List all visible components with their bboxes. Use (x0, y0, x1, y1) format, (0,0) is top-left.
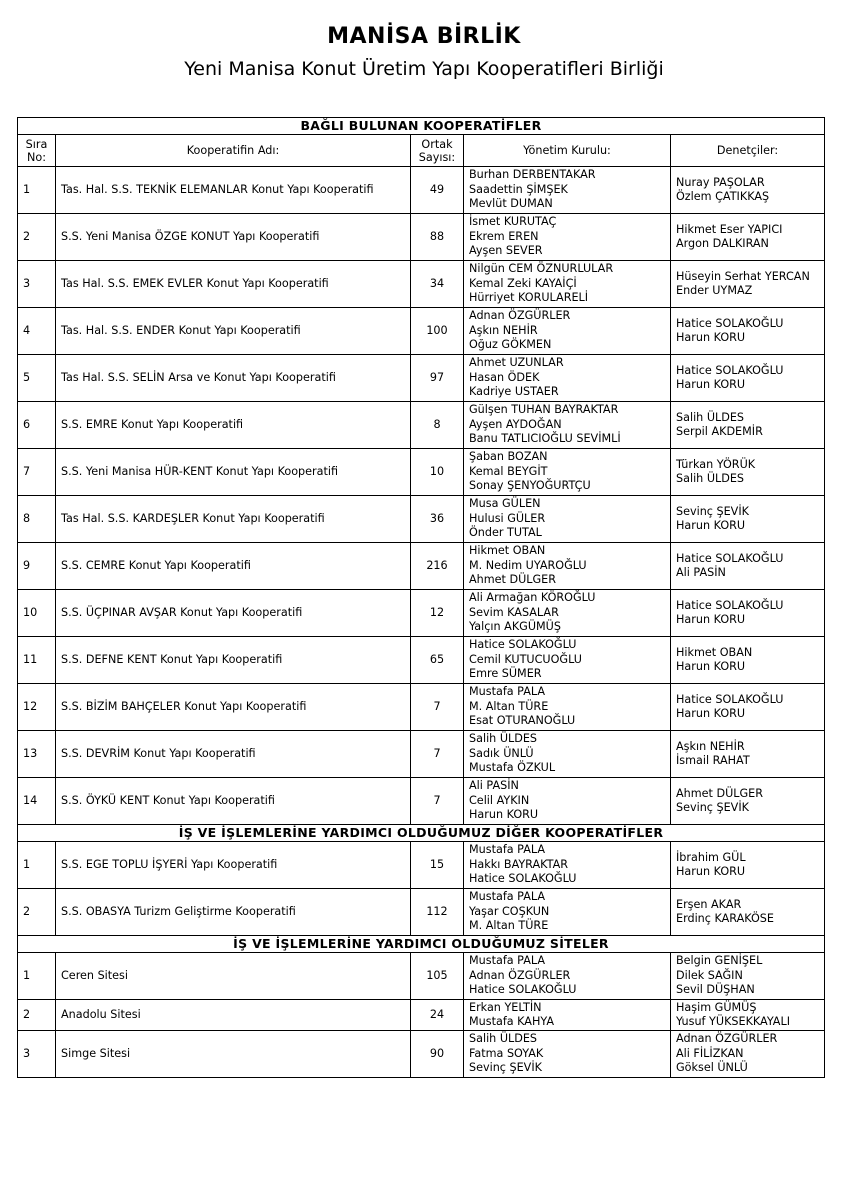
board-members (464, 308, 671, 355)
table-row (18, 778, 825, 825)
cooperative-name: Tas Hal. S.S. SELİN Arsa ve Konut Yapı Kooperatifi (56, 355, 411, 402)
row-number: 2 (18, 889, 56, 936)
column-header-yonetim: Yönetim Kurulu: (464, 135, 671, 167)
board-members-line: İsmet KURUTAÇ (469, 215, 557, 229)
board-members-line: Oğuz GÖKMEN (469, 338, 552, 352)
auditors (671, 496, 825, 543)
cooperative-name: S.S. ÜÇPINAR AVŞAR Konut Yapı Kooperatifi (56, 590, 411, 637)
board-members-line: Sadık ÜNLÜ (469, 746, 534, 760)
board-members (464, 261, 671, 308)
board-members-line: Hulusi GÜLER (469, 511, 546, 525)
cooperative-name: S.S. OBASYA Turizm Geliştirme Kooperatifi (56, 889, 411, 936)
auditors (671, 731, 825, 778)
member-count: 65 (411, 637, 464, 684)
auditors-line: Ender UYMAZ (676, 284, 753, 297)
board-members-line: Ayşen AYDOĞAN (469, 417, 562, 431)
column-header-name: Kooperatifin Adı: (56, 135, 411, 167)
member-count: 8 (411, 402, 464, 449)
board-members (464, 889, 671, 936)
table-row (18, 637, 825, 684)
table-row (18, 449, 825, 496)
member-count: 90 (411, 1031, 464, 1078)
board-members-line: Sevinç ŞEVİK (469, 1061, 542, 1075)
auditors-line: Hüseyin Serhat YERCAN (676, 269, 810, 283)
board-members-line: Mustafa PALA (469, 685, 545, 699)
member-count: 112 (411, 889, 464, 936)
member-count: 49 (411, 167, 464, 214)
auditors (671, 355, 825, 402)
row-number: 2 (18, 214, 56, 261)
table-row (18, 402, 825, 449)
board-members-line: Nilgün CEM ÖZNURLULAR (469, 262, 614, 276)
row-number: 9 (18, 543, 56, 590)
board-members-line: Esat OTURANOĞLU (469, 714, 576, 728)
member-count: 97 (411, 355, 464, 402)
column-header-ortak-line2: Sayısı: (418, 150, 456, 164)
column-header-sira-line1: Sıra (25, 137, 48, 151)
board-members-line: Salih ÜLDES (469, 732, 538, 746)
auditors (671, 953, 825, 1000)
board-members-line: Hatice SOLAKOĞLU (469, 983, 577, 997)
auditors-line: Yusuf YÜKSEKKAYALI (676, 1015, 790, 1028)
cooperative-name: S.S. DEFNE KENT Konut Yapı Kooperatifi (56, 637, 411, 684)
table-row (18, 684, 825, 731)
column-header-ortak (411, 135, 464, 167)
table-row (18, 731, 825, 778)
board-members-line: Mustafa PALA (469, 890, 545, 904)
auditors (671, 778, 825, 825)
board-members (464, 449, 671, 496)
board-members-line: Hasan ÖDEK (469, 370, 540, 384)
auditors-line: Hatice SOLAKOĞLU (676, 551, 784, 565)
board-members-line: Ahmet UZUNLAR (469, 356, 564, 370)
board-members (464, 731, 671, 778)
auditors (671, 842, 825, 889)
board-members-line: Musa GÜLEN (469, 497, 541, 511)
member-count: 10 (411, 449, 464, 496)
row-number: 1 (18, 842, 56, 889)
cooperative-name: Simge Sitesi (56, 1031, 411, 1078)
board-members-line: Mevlüt DUMAN (469, 197, 553, 211)
auditors-line: Dilek SAĞIN (676, 968, 743, 982)
column-header-sira (18, 135, 56, 167)
row-number: 1 (18, 167, 56, 214)
board-members-line: Salih ÜLDES (469, 1032, 538, 1046)
board-members-line: Banu TATLICIOĞLU SEVİMLİ (469, 432, 621, 446)
row-number: 4 (18, 308, 56, 355)
cooperative-name: Anadolu Sitesi (56, 1000, 411, 1031)
board-members-line: M. Altan TÜRE (469, 699, 549, 713)
cooperative-name: S.S. BİZİM BAHÇELER Konut Yapı Kooperatifi (56, 684, 411, 731)
auditors-line: Ahmet DÜLGER (676, 786, 764, 800)
cooperative-name: Tas Hal. S.S. KARDEŞLER Konut Yapı Kooperatifi (56, 496, 411, 543)
board-members-line: Mustafa PALA (469, 843, 545, 857)
table-row (18, 953, 825, 1000)
member-count: 105 (411, 953, 464, 1000)
auditors (671, 1000, 825, 1031)
board-members-line: Önder TUTAL (469, 526, 542, 540)
row-number: 3 (18, 1031, 56, 1078)
auditors-line: Adnan ÖZGÜRLER (676, 1032, 778, 1046)
board-members-line: Saadettin ŞİMŞEK (469, 182, 568, 196)
section-title: İŞ VE İŞLEMLERİNE YARDIMCI OLDUĞUMUZ SİTELER (18, 936, 825, 953)
auditors (671, 308, 825, 355)
row-number: 10 (18, 590, 56, 637)
member-count: 88 (411, 214, 464, 261)
table-row (18, 1000, 825, 1031)
table-row (18, 1031, 825, 1078)
member-count: 24 (411, 1000, 464, 1031)
board-members-line: Aşkın NEHİR (469, 323, 538, 337)
auditors (671, 637, 825, 684)
auditors-line: İsmail RAHAT (676, 754, 750, 767)
board-members (464, 1031, 671, 1078)
page-subtitle: Yeni Manisa Konut Üretim Yapı Kooperatifleri Birliği (184, 58, 664, 80)
board-members (464, 637, 671, 684)
cooperatives-table (17, 117, 825, 1078)
board-members (464, 1000, 671, 1031)
cooperative-name: S.S. ÖYKÜ KENT Konut Yapı Kooperatifi (56, 778, 411, 825)
cooperative-name: Tas. Hal. S.S. ENDER Konut Yapı Kooperatifi (56, 308, 411, 355)
auditors-line: Hatice SOLAKOĞLU (676, 692, 784, 706)
board-members (464, 953, 671, 1000)
auditors-line: Harun KORU (676, 331, 746, 344)
section-header-row (18, 825, 825, 842)
board-members (464, 842, 671, 889)
board-members-line: Adnan ÖZGÜRLER (469, 309, 571, 323)
member-count: 7 (411, 778, 464, 825)
row-number: 6 (18, 402, 56, 449)
row-number: 2 (18, 1000, 56, 1031)
auditors-line: Göksel ÜNLÜ (676, 1061, 748, 1075)
board-members-line: Hatice SOLAKOĞLU (469, 872, 577, 886)
board-members (464, 167, 671, 214)
board-members-line: Burhan DERBENTAKAR (469, 168, 596, 182)
auditors-line: Ali FİLİZKAN (676, 1046, 744, 1060)
table-row (18, 261, 825, 308)
board-members (464, 214, 671, 261)
section-title: İŞ VE İŞLEMLERİNE YARDIMCI OLDUĞUMUZ DİĞER KOOPERATİFLER (18, 825, 825, 842)
board-members-line: Kemal BEYGİT (469, 464, 548, 478)
auditors-line: Türkan YÖRÜK (676, 457, 756, 471)
member-count: 36 (411, 496, 464, 543)
table-row (18, 214, 825, 261)
auditors-line: Hikmet OBAN (676, 645, 753, 659)
board-members-line: Hakkı BAYRAKTAR (469, 857, 569, 871)
auditors (671, 167, 825, 214)
board-members (464, 543, 671, 590)
auditors-line: Özlem ÇATIKKAŞ (676, 190, 770, 203)
board-members-line: Kadriye USTAER (469, 385, 559, 399)
board-members-line: Sonay ŞENYOĞURTÇU (469, 479, 591, 493)
auditors (671, 261, 825, 308)
auditors-line: Harun KORU (676, 613, 746, 626)
member-count: 216 (411, 543, 464, 590)
auditors (671, 402, 825, 449)
auditors-line: Haşim GÜMÜŞ (676, 1000, 757, 1014)
member-count: 100 (411, 308, 464, 355)
cooperative-name: Tas. Hal. S.S. TEKNİK ELEMANLAR Konut Yapı Kooperatifi (56, 167, 411, 214)
board-members-line: Adnan ÖZGÜRLER (469, 968, 571, 982)
table-row (18, 167, 825, 214)
auditors-line: Hatice SOLAKOĞLU (676, 363, 784, 377)
member-count: 7 (411, 731, 464, 778)
auditors-line: Sevil DÜŞHAN (676, 983, 755, 997)
board-members-line: Ekrem EREN (469, 229, 539, 243)
row-number: 1 (18, 953, 56, 1000)
board-members-line: Sevim KASALAR (469, 605, 559, 619)
cooperative-name: Ceren Sitesi (56, 953, 411, 1000)
table-row (18, 355, 825, 402)
auditors-line: Salih ÜLDES (676, 472, 745, 485)
auditors-line: Erdinç KARAKÖSE (676, 912, 774, 925)
auditors-line: Salih ÜLDES (676, 410, 745, 424)
table-row (18, 842, 825, 889)
auditors-line: Nuray PAŞOLAR (676, 175, 765, 189)
auditors-line: Harun KORU (676, 865, 746, 878)
board-members (464, 778, 671, 825)
board-members-line: Ahmet DÜLGER (469, 573, 557, 587)
auditors-line: Aşkın NEHİR (676, 739, 745, 753)
auditors-line: Hatice SOLAKOĞLU (676, 316, 784, 330)
auditors-line: Ali PASİN (676, 566, 726, 579)
row-number: 3 (18, 261, 56, 308)
board-members-line: Ayşen SEVER (469, 244, 543, 258)
board-members-line: Ali Armağan KÖROĞLU (469, 591, 596, 605)
board-members-line: Gülşen TUHAN BAYRAKTAR (469, 403, 619, 417)
cooperative-name: S.S. EGE TOPLU İŞYERİ Yapı Kooperatifi (56, 842, 411, 889)
auditors-line: Hatice SOLAKOĞLU (676, 598, 784, 612)
auditors (671, 449, 825, 496)
row-number: 12 (18, 684, 56, 731)
table-row (18, 590, 825, 637)
column-header-ortak-line1: Ortak (421, 137, 453, 151)
column-header-denetci: Denetçiler: (671, 135, 825, 167)
board-members (464, 402, 671, 449)
cooperative-name: S.S. DEVRİM Konut Yapı Kooperatifi (56, 731, 411, 778)
board-members-line: Yalçın AKGÜMÜŞ (469, 620, 561, 634)
member-count: 12 (411, 590, 464, 637)
auditors (671, 214, 825, 261)
board-members-line: Hürriyet KORULARELİ (469, 291, 589, 305)
board-members-line: Celil AYKIN (469, 793, 530, 807)
auditors (671, 889, 825, 936)
auditors-line: Serpil AKDEMİR (676, 425, 763, 438)
section-header-row (18, 936, 825, 953)
cooperative-name: Tas Hal. S.S. EMEK EVLER Konut Yapı Kooperatifi (56, 261, 411, 308)
auditors-line: Sevinç ŞEVİK (676, 801, 749, 814)
board-members-line: Cemil KUTUCUOĞLU (469, 652, 582, 666)
auditors-line: İbrahim GÜL (676, 850, 746, 864)
auditors-line: Argon DALKIRAN (676, 237, 769, 250)
board-members-line: Fatma SOYAK (469, 1046, 544, 1060)
cooperative-name: S.S. Yeni Manisa HÜR-KENT Konut Yapı Kooperatifi (56, 449, 411, 496)
member-count: 7 (411, 684, 464, 731)
row-number: 11 (18, 637, 56, 684)
board-members-line: Harun KORU (469, 808, 539, 822)
board-members-line: Mustafa ÖZKUL (469, 761, 556, 775)
table-body (18, 118, 825, 1078)
auditors (671, 590, 825, 637)
board-members-line: Kemal Zeki KAYAİÇİ (469, 276, 577, 290)
table-row (18, 543, 825, 590)
board-members-line: Mustafa PALA (469, 954, 545, 968)
board-members (464, 355, 671, 402)
section-title: BAĞLI BULUNAN KOOPERATİFLER (18, 118, 825, 135)
auditors-line: Erşen AKAR (676, 897, 742, 911)
board-members-line: Emre SÜMER (469, 667, 542, 681)
board-members (464, 684, 671, 731)
board-members-line: M. Altan TÜRE (469, 919, 549, 933)
board-members-line: M. Nedim UYAROĞLU (469, 558, 587, 572)
section-header-row (18, 118, 825, 135)
auditors-line: Belgin GENİŞEL (676, 954, 763, 968)
row-number: 7 (18, 449, 56, 496)
row-number: 13 (18, 731, 56, 778)
auditors-line: Harun KORU (676, 707, 746, 720)
board-members (464, 590, 671, 637)
board-members-line: Hatice SOLAKOĞLU (469, 638, 577, 652)
board-members-line: Yaşar COŞKUN (469, 904, 550, 918)
board-members-line: Şaban BOZAN (469, 450, 548, 464)
auditors-line: Sevinç ŞEVİK (676, 504, 749, 518)
board-members-line: Mustafa KAHYA (469, 1015, 554, 1028)
cooperative-name: S.S. Yeni Manisa ÖZGE KONUT Yapı Kooperatifi (56, 214, 411, 261)
auditors (671, 684, 825, 731)
auditors (671, 1031, 825, 1078)
auditors-line: Harun KORU (676, 378, 746, 391)
table-row (18, 496, 825, 543)
page-title: MANİSA BİRLİK (327, 24, 521, 49)
table-row (18, 889, 825, 936)
member-count: 34 (411, 261, 464, 308)
column-header-row (18, 135, 825, 167)
board-members-line: Erkan YELTİN (469, 1000, 542, 1014)
auditors-line: Harun KORU (676, 660, 746, 673)
row-number: 8 (18, 496, 56, 543)
row-number: 5 (18, 355, 56, 402)
table-row (18, 308, 825, 355)
board-members-line: Hikmet OBAN (469, 544, 546, 558)
board-members-line: Ali PASİN (469, 779, 519, 793)
board-members (464, 496, 671, 543)
auditors-line: Harun KORU (676, 519, 746, 532)
column-header-sira-line2: No: (27, 150, 46, 164)
member-count: 15 (411, 842, 464, 889)
row-number: 14 (18, 778, 56, 825)
cooperative-name: S.S. EMRE Konut Yapı Kooperatifi (56, 402, 411, 449)
cooperative-name: S.S. CEMRE Konut Yapı Kooperatifi (56, 543, 411, 590)
auditors-line: Hikmet Eser YAPICI (676, 222, 783, 236)
auditors (671, 543, 825, 590)
